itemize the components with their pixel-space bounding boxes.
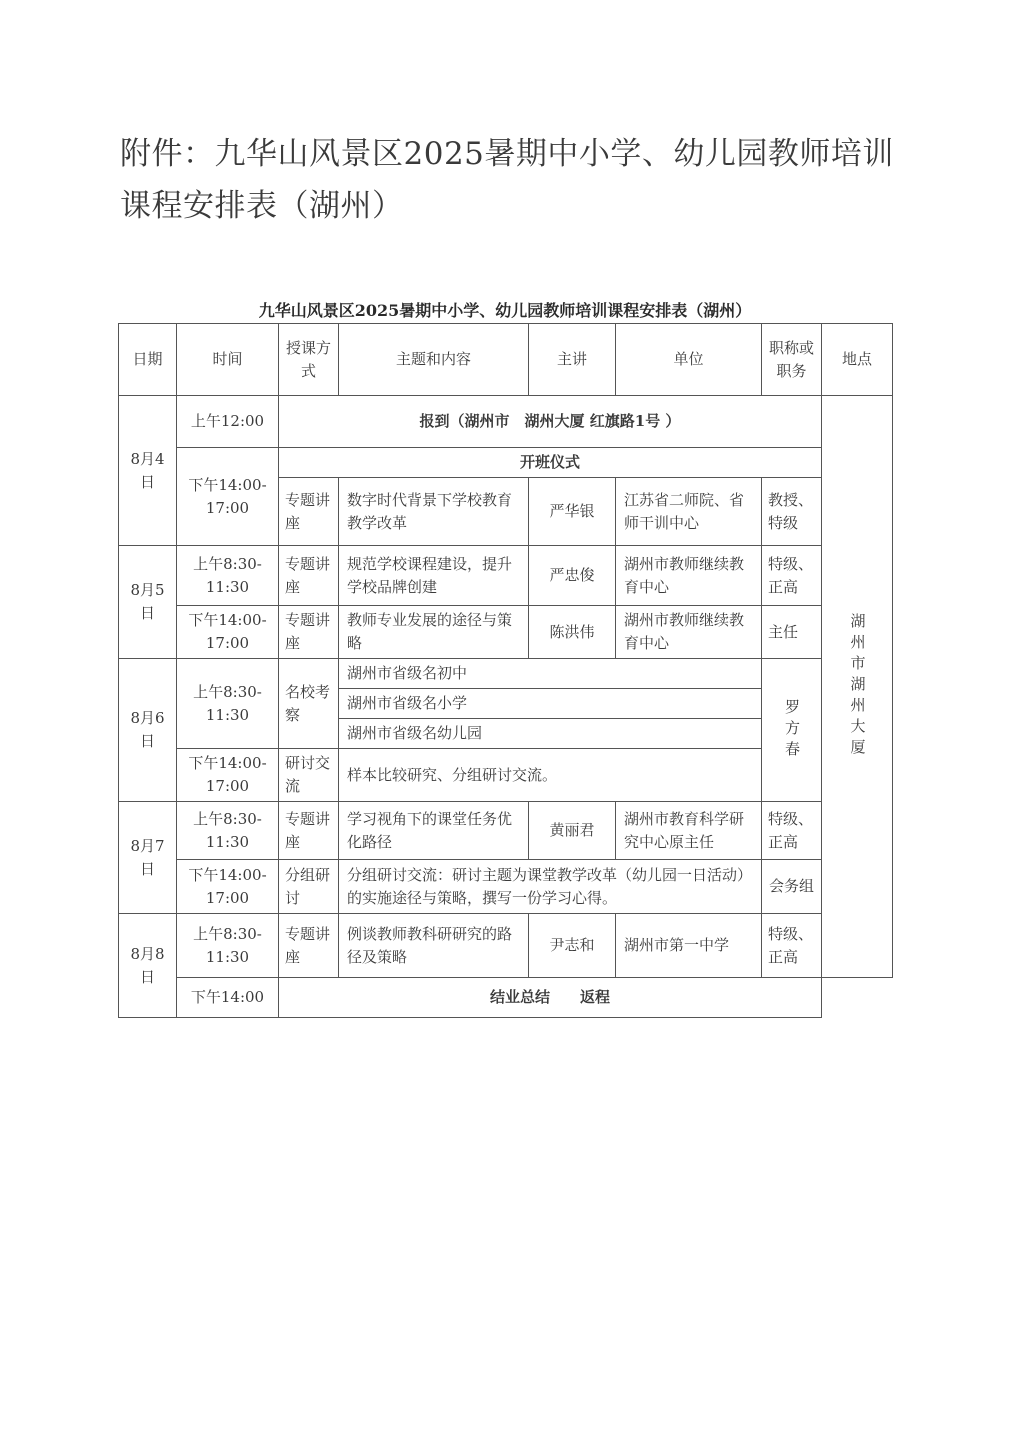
time-cell: 下午14:00-17:00 [177, 749, 279, 802]
visit-item: 湖州市省级名小学 [339, 689, 762, 719]
table-row [119, 448, 893, 478]
mode-cell: 专题讲座 [279, 914, 339, 978]
speaker-cell: 严忠俊 [529, 546, 616, 606]
header-location: 地点 [822, 324, 893, 396]
header-unit: 单位 [616, 324, 762, 396]
time-cell: 上午8:30-11:30 [177, 546, 279, 606]
ceremony-cell: 开班仪式 [279, 448, 822, 478]
time-cell: 上午8:30-11:30 [177, 659, 279, 749]
topic-cell: 学习视角下的课堂任务优化路径 [339, 802, 529, 860]
topic-cell: 规范学校课程建设，提升学校品牌创建 [339, 546, 529, 606]
table-row [119, 860, 893, 914]
registration-cell: 报到（湖州市 湖州大厦 红旗路1号 ） [279, 396, 822, 448]
header-topic: 主题和内容 [339, 324, 529, 396]
unit-cell: 湖州市第一中学 [616, 914, 762, 978]
topic-cell: 数字时代背景下学校教育教学改革 [339, 478, 529, 546]
header-title: 职称或职务 [762, 324, 822, 396]
unit-cell: 湖州市教育科学研究中心原主任 [616, 802, 762, 860]
time-cell: 上午8:30-11:30 [177, 914, 279, 978]
speaker-cell: 陈洪伟 [529, 606, 616, 659]
table-row [119, 396, 893, 448]
date-cell: 8月5日 [119, 546, 177, 659]
date-cell: 8月8日 [119, 914, 177, 1018]
speaker-cell: 尹志和 [529, 914, 616, 978]
topic-cell: 样本比较研究、分组研讨交流。 [339, 749, 762, 802]
leader-cell [762, 659, 822, 802]
mode-cell: 专题讲座 [279, 546, 339, 606]
title-cell: 特级、正高 [762, 802, 822, 860]
topic-cell: 例谈教师教科研研究的路径及策略 [339, 914, 529, 978]
visit-item: 湖州市省级名幼儿园 [339, 719, 762, 749]
title-cell: 特级、正高 [762, 546, 822, 606]
title-cell: 教授、特级 [762, 478, 822, 546]
title-cell: 主任 [762, 606, 822, 659]
topic-cell: 分组研讨交流：研讨主题为课堂教学改革（幼儿园一日活动）的实施途径与策略，撰写一份学习心得。 [339, 860, 762, 914]
topic-cell: 教师专业发展的途径与策略 [339, 606, 529, 659]
title-cell: 特级、正高 [762, 914, 822, 978]
header-speaker: 主讲 [529, 324, 616, 396]
time-cell: 下午14:00 [177, 978, 279, 1018]
table-row [119, 546, 893, 606]
mode-cell: 专题讲座 [279, 802, 339, 860]
mode-cell: 专题讲座 [279, 478, 339, 546]
time-cell: 上午8:30-11:30 [177, 802, 279, 860]
location-text: 湖州市湖州大厦 [848, 613, 867, 760]
time-cell: 下午14:00-17:00 [177, 606, 279, 659]
unit-cell: 湖州市教师继续教育中心 [616, 546, 762, 606]
mode-cell: 研讨交流 [279, 749, 339, 802]
header-mode: 授课方式 [279, 324, 339, 396]
table-row [119, 802, 893, 860]
table-row [119, 606, 893, 659]
unit-cell: 湖州市教师继续教育中心 [616, 606, 762, 659]
speaker-cell: 严华银 [529, 478, 616, 546]
time-cell: 下午14:00-17:00 [177, 448, 279, 546]
mode-cell: 分组研讨 [279, 860, 339, 914]
header-date: 日期 [119, 324, 177, 396]
speaker-cell: 黄丽君 [529, 802, 616, 860]
document-heading: 附件：九华山风景区2025暑期中小学、幼儿园教师培训课程安排表（湖州） [120, 136, 894, 224]
mode-cell: 专题讲座 [279, 606, 339, 659]
location-cell [822, 396, 893, 978]
mode-cell: 名校考察 [279, 659, 339, 749]
table-row [119, 659, 893, 689]
unit-cell: 江苏省二师院、省师干训中心 [616, 478, 762, 546]
table-caption: 九华山风景区2025暑期中小学、幼儿园教师培训课程安排表（湖州） [258, 301, 752, 320]
date-cell: 8月4日 [119, 396, 177, 546]
header-row [119, 324, 893, 396]
time-cell: 上午12:00 [177, 396, 279, 448]
title-cell: 会务组 [762, 860, 822, 914]
table-row [119, 914, 893, 978]
schedule-table [118, 323, 893, 1018]
time-cell: 下午14:00-17:00 [177, 860, 279, 914]
date-cell: 8月7日 [119, 802, 177, 914]
header-time: 时间 [177, 324, 279, 396]
date-cell: 8月6日 [119, 659, 177, 802]
leader-text: 罗方春 [783, 698, 801, 762]
table-row [119, 978, 893, 1018]
closing-cell: 结业总结 返程 [279, 978, 822, 1018]
visit-item: 湖州市省级名初中 [339, 659, 762, 689]
